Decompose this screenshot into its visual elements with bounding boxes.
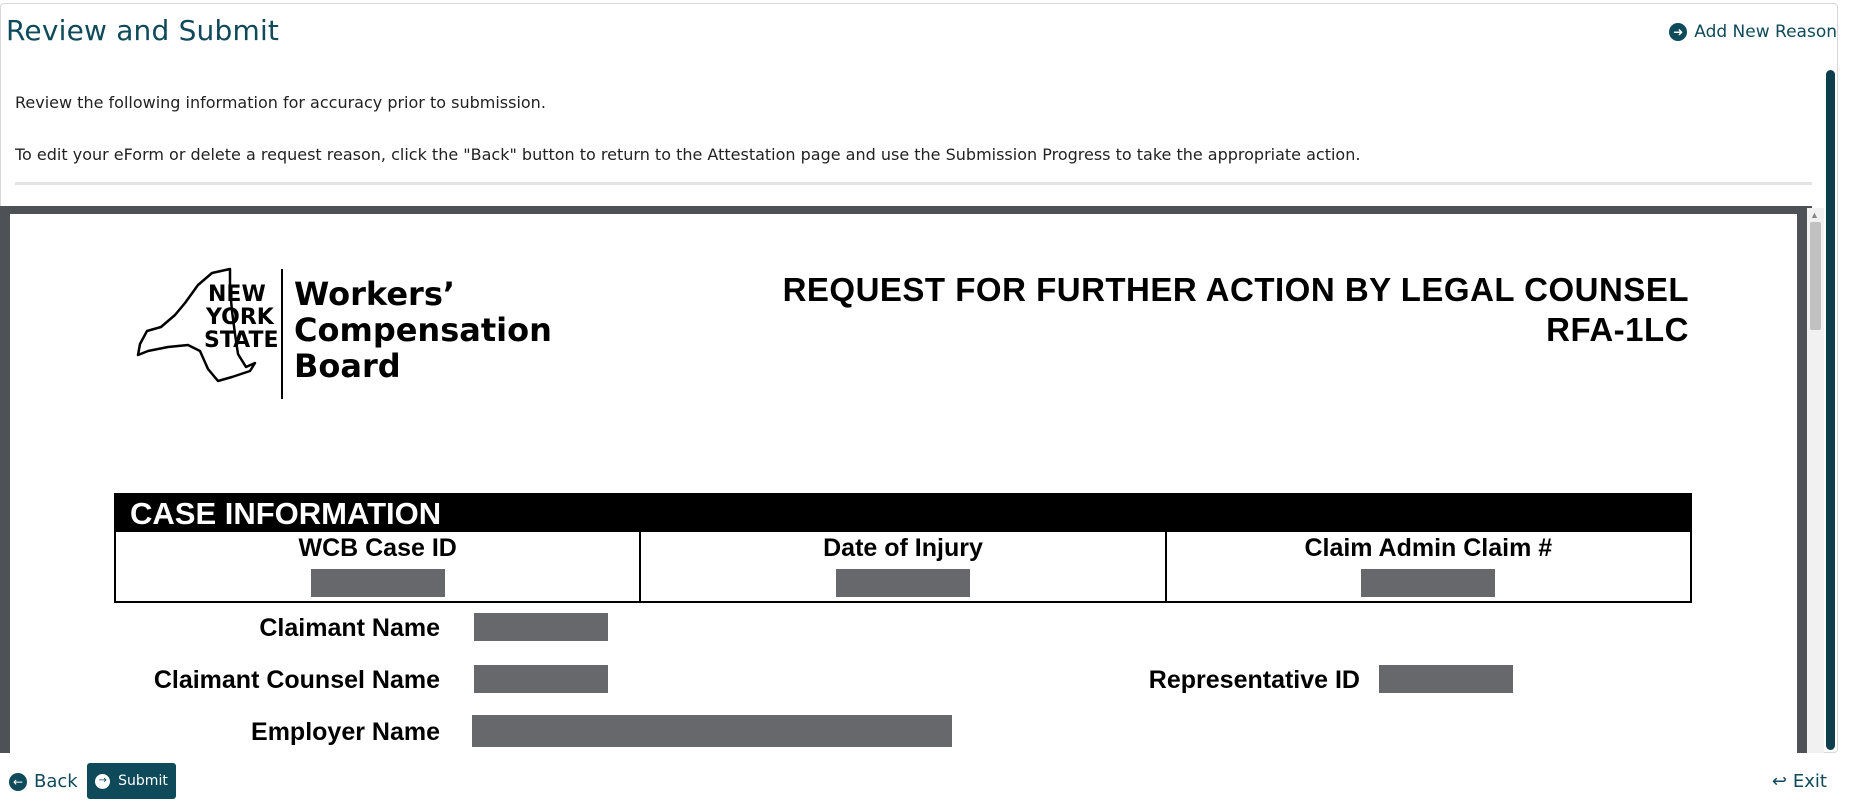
wcb-case-id-label: WCB Case ID [298, 534, 457, 562]
employer-name-redacted [472, 715, 952, 747]
form-document [10, 214, 1797, 753]
back-button[interactable] [9, 771, 78, 792]
logo-state-line-1: NEW [208, 282, 266, 307]
employer-name-label: Employer Name [251, 718, 440, 746]
logo-org-line-3: Board [294, 347, 401, 385]
case-cell-date-of-injury [641, 532, 1166, 601]
logo-state-line-3: STATE [204, 328, 279, 353]
case-information-header: CASE INFORMATION [114, 493, 1692, 532]
claimant-counsel-redacted [474, 665, 608, 693]
add-new-reason-label: Add New Reason [1694, 22, 1837, 42]
scroll-up-arrow-icon[interactable]: ▲ [1810, 210, 1819, 220]
back-label: Back [34, 771, 78, 792]
exit-label: Exit [1792, 771, 1827, 792]
intro-text-1: Review the following information for accuracy prior to submission. [15, 93, 546, 112]
intro-text-2: To edit your eForm or delete a request reason, click the "Back" button to return to the Attestation page and use the Submission Progress to take the appropriate action. [15, 145, 1361, 164]
arrow-right-circle-icon: ➜ [1669, 23, 1687, 41]
form-title [783, 270, 1689, 350]
claimant-name-redacted [474, 613, 608, 641]
nys-wcb-logo [120, 259, 600, 419]
document-scroll-thumb[interactable] [1810, 222, 1821, 330]
arrow-left-circle-icon: ← [9, 773, 27, 791]
claimant-name-label: Claimant Name [259, 614, 440, 642]
claim-admin-claim-label: Claim Admin Claim # [1304, 534, 1553, 562]
form-title-line-2: RFA-1LC [1546, 311, 1689, 348]
case-cell-wcb-case-id [116, 532, 641, 601]
document-viewer[interactable] [0, 206, 1812, 753]
representative-id-redacted [1379, 665, 1513, 693]
submit-label: Submit [118, 773, 168, 789]
date-of-injury-label: Date of Injury [823, 534, 983, 562]
wcb-case-id-redacted [311, 569, 445, 597]
logo-org-line-1: Workers’ [294, 275, 456, 313]
arrow-right-circle-icon: → [95, 774, 110, 789]
exit-button[interactable] [1772, 771, 1827, 792]
form-title-line-1: REQUEST FOR FURTHER ACTION BY LEGAL COUNSEL [782, 271, 1689, 308]
case-cell-claim-admin-claim [1167, 532, 1690, 601]
logo-org-line-2: Compensation [294, 311, 552, 349]
representative-id-label: Representative ID [1148, 666, 1360, 694]
exit-icon: ↩ [1771, 771, 1787, 792]
claimant-counsel-label: Claimant Counsel Name [153, 666, 440, 694]
add-new-reason-link[interactable] [1669, 22, 1837, 42]
case-information-grid [114, 532, 1692, 603]
submit-button[interactable] [87, 763, 176, 799]
logo-state-line-2: YORK [206, 305, 274, 330]
page-scrollbar[interactable] [1826, 70, 1835, 750]
page-title: Review and Submit [6, 14, 280, 47]
date-of-injury-redacted [836, 569, 970, 597]
divider [15, 182, 1812, 185]
claim-admin-claim-redacted [1361, 569, 1495, 597]
